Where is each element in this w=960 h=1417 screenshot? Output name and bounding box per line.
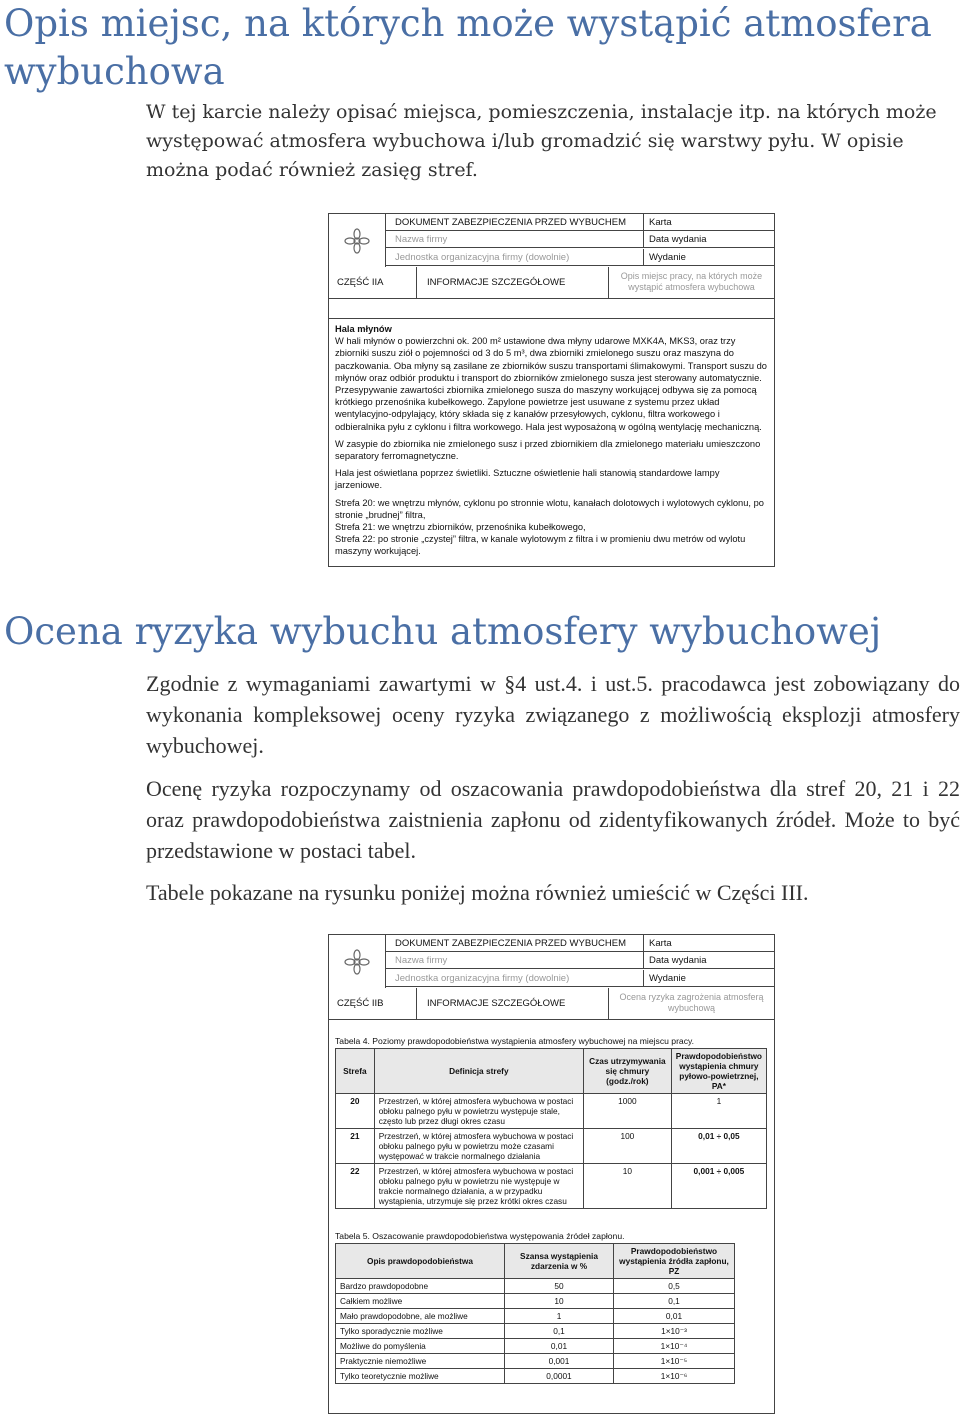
requirements-paragraph: Zgodnie z wymaganiami zawartymi w §4 ust.4. i ust.5. pracodawca jest zobowiązany do wykonania kompleksowej oceny ryzyka związanego z możliwością eksplozji atmosfery wybuchowej. <box>146 671 960 758</box>
probability-cell: 0,001 ÷ 0,005 <box>671 1164 766 1209</box>
table-4-caption: Tabela 4. Poziomy prawdopodobieństwa wystąpienia atmosfery wybuchowej na miejscu pracy. <box>335 1036 695 1046</box>
col-chance: Szansa wystąpienia zdarzenia w % <box>505 1244 614 1279</box>
section-title-risk: Ocena ryzyka wybuchu atmosfery wybuchowej <box>4 610 882 653</box>
org-unit: Jednostka organizacyjna firmy (dowolnie) <box>385 249 643 266</box>
card-body <box>329 319 774 566</box>
probability-cell: 0,1 <box>614 1294 735 1309</box>
col-zone-definition: Definicja strefy <box>374 1049 583 1094</box>
description-cell: Całkiem możliwe <box>336 1294 505 1309</box>
zone-22-note: Strefa 22: po stronie „czystej” filtra, w kanale wylotowym z filtra i w promieniu dwu metrów od wylotu maszyny workującej. <box>335 534 746 557</box>
table-4 <box>335 1048 767 1209</box>
probability-cell: 1×10⁻⁴ <box>614 1339 735 1354</box>
zone-cell: 20 <box>336 1094 375 1129</box>
org-unit: Jednostka organizacyjna firmy (dowolnie) <box>385 970 643 987</box>
tables-area <box>329 1020 774 1384</box>
info-label: INFORMACJE SZCZEGÓŁOWE <box>417 988 609 1020</box>
table-row <box>336 1164 767 1209</box>
table-row <box>336 1324 735 1339</box>
issue-date-label: Data wydania <box>643 952 774 969</box>
chance-cell: 10 <box>505 1294 614 1309</box>
flower-logo-icon <box>329 214 386 267</box>
chance-cell: 0,01 <box>505 1339 614 1354</box>
chance-cell: 0,1 <box>505 1324 614 1339</box>
card-subject <box>609 267 774 299</box>
chance-cell: 50 <box>505 1279 614 1294</box>
col-description: Opis prawdopodobieństwa <box>336 1244 505 1279</box>
document-card-part-2a <box>328 213 775 567</box>
duration-cell: 1000 <box>583 1094 671 1129</box>
probability-cell: 1×10⁻³ <box>614 1324 735 1339</box>
title-line-2: wybuchowa <box>4 50 225 93</box>
card-header <box>329 214 774 319</box>
description-cell: Praktycznie niemożliwe <box>336 1354 505 1369</box>
separator-note: W zasypie do zbiornika nie zmielonego susz i przed zbiornikiem dla zmielonego materiału umieszczono separatory ferromagnetyczne. <box>335 438 761 462</box>
description-cell: Możliwe do pomyślenia <box>336 1339 505 1354</box>
flower-logo-icon <box>329 935 386 988</box>
part-label: CZĘŚĆ IIA <box>329 267 417 299</box>
intro-paragraph: W tej karcie należy opisać miejsca, pomieszczenia, instalacje itp. na których może występować atmosfera wybuchowa i/lub gromadzić się warstwy pyłu. W opisie można podać również zasięg stref. <box>146 101 937 181</box>
card-header <box>329 935 774 1020</box>
card-subject-line-2: wybuchową <box>667 1003 716 1013</box>
company-name: Nazwa firmy <box>385 231 643 248</box>
lighting-note: Hala jest oświetlana poprzez świetliki. Sztuczne oświetlenie hali stanowią standardowe lampy jarzeniowe. <box>335 468 720 491</box>
section-title-places <box>4 0 932 96</box>
tables-note-paragraph: Tabele pokazane na rysunku poniżej można również umieścić w Części III. <box>146 880 809 905</box>
card-subject-line-1: Opis miejsc pracy, na których może <box>620 271 763 281</box>
card-subject-line-1: Ocena ryzyka zagrożenia atmosferą <box>619 992 764 1002</box>
probability-cell: 0,01 <box>614 1309 735 1324</box>
table-row <box>336 1369 735 1384</box>
karta-label: Karta <box>643 935 774 952</box>
doc-title: DOKUMENT ZABEZPIECZENIA PRZED WYBUCHEM <box>385 214 643 231</box>
doc-title: DOKUMENT ZABEZPIECZENIA PRZED WYBUCHEM <box>385 935 643 952</box>
card-subject <box>609 988 774 1020</box>
definition-cell: Przestrzeń, w której atmosfera wybuchowa w postaci obłoku palnego pyłu w powietrzu może czasami występować w trakcie normalnego działania <box>374 1129 583 1164</box>
zone-20-note: Strefa 20: we wnętrzu młynów, cyklonu po stronnie wlotu, kanałach dolotowych i wylotowych cyklonu, po stronie „brudnej” filtra, <box>335 497 764 520</box>
table-row <box>336 1294 735 1309</box>
duration-cell: 100 <box>583 1129 671 1164</box>
chance-cell: 1 <box>505 1309 614 1324</box>
zone-cell: 21 <box>336 1129 375 1164</box>
description-cell: Bardzo prawdopodobne <box>336 1279 505 1294</box>
definition-cell: Przestrzeń, w której atmosfera wybuchowa w postaci obłoku palnego pyłu w powietrzu występuje stale, często lub przez długi okres czasu <box>374 1094 583 1129</box>
card-subject-line-2: wystąpić atmosfera wybuchowa <box>628 282 755 292</box>
info-label: INFORMACJE SZCZEGÓŁOWE <box>417 267 609 299</box>
table-row <box>336 1279 735 1294</box>
zone-cell: 22 <box>336 1164 375 1209</box>
col-ignition-probability: Prawdopodobieństwo wystąpienia źródła zapłonu, PZ <box>614 1244 735 1279</box>
chance-cell: 0,0001 <box>505 1369 614 1384</box>
assessment-paragraph: Ocenę ryzyka rozpoczynamy od oszacowania prawdopodobieństwa dla stref 20, 21 i 22 oraz prawdopodobieństwa zaistnienia zapłonu od zidentyfikowanych źródeł. Może to być przedstawione w postaci tabel. <box>146 776 960 863</box>
hall-description: W hali młynów o powierzchni ok. 200 m² ustawione dwa młyny udarowe MXK4A, MKS3, oraz trzy zbiorniki suszu ziół o pojemności od 3 do 5 m³, dwa zbiorniki zmielonego suszu oraz maszyna do paczkowania. Oba młyny są zasilane ze zbiorników suszu transportami ślimakowymi. Transport suszu do młynów oraz odbiór produktu i transport do zbiorników zmielonego susza jest sterowany automatycznie. Przesypywanie zawartości zbiornika zmielonego susza do maszyny workującej odbywa się za pomocą krótkiego przenośnika kubełkowego. Zapylone powietrze jest usuwane z systemu przez układ wentylacyjno-odpylający, który składa się z kanałów przesyłowych, cyklonu, filtra workowego i odbieralnika pyłu z cyklonu i filtra workowego. Hala jest wyposażoną w ogólną wentylację mechaniczną. <box>335 336 767 432</box>
company-name: Nazwa firmy <box>385 952 643 969</box>
col-probability: Prawdopodobieństwo wystąpienia chmury pyłowo-powietrznej, PA* <box>671 1049 766 1094</box>
table-header-row <box>336 1244 735 1279</box>
probability-cell: 0,5 <box>614 1279 735 1294</box>
table-row <box>336 1339 735 1354</box>
probability-cell: 0,01 ÷ 0,05 <box>671 1129 766 1164</box>
table-5 <box>335 1243 735 1384</box>
description-cell: Tylko teoretycznie możliwe <box>336 1369 505 1384</box>
chance-cell: 0,001 <box>505 1354 614 1369</box>
table-row <box>336 1129 767 1164</box>
duration-cell: 10 <box>583 1164 671 1209</box>
edition-label: Wydanie <box>643 249 774 266</box>
title-line-1: Opis miejsc, na których może wystąpić atmosfera <box>4 2 932 45</box>
probability-cell: 1×10⁻⁵ <box>614 1354 735 1369</box>
description-cell: Tylko sporadycznie możliwe <box>336 1324 505 1339</box>
col-zone: Strefa <box>336 1049 375 1094</box>
col-duration: Czas utrzymywania się chmury (godz./rok) <box>583 1049 671 1094</box>
zone-21-note: Strefa 21: we wnętrzu zbiorników, przenośnika kubełkowego, <box>335 522 586 533</box>
issue-date-label: Data wydania <box>643 231 774 248</box>
edition-label: Wydanie <box>643 970 774 987</box>
karta-label: Karta <box>643 214 774 231</box>
table-5-caption: Tabela 5. Oszacowanie prawdopodobieństwa występowania źródeł zapłonu. <box>335 1231 625 1241</box>
definition-cell: Przestrzeń, w której atmosfera wybuchowa w postaci obłoku palnego pyłu w powietrzu nie występuje w trakcie normalnego działania, a w przypadku wystąpienia, utrzymuje się przez krótki okres czasu <box>374 1164 583 1209</box>
part-label: CZĘŚĆ IIB <box>329 988 417 1020</box>
description-cell: Mało prawdopodobne, ale możliwe <box>336 1309 505 1324</box>
document-card-part-2b <box>328 934 775 1414</box>
probability-cell: 1 <box>671 1094 766 1129</box>
hall-title: Hala młynów <box>335 324 392 334</box>
table-header-row <box>336 1049 767 1094</box>
table-row <box>336 1354 735 1369</box>
table-row <box>336 1094 767 1129</box>
table-row <box>336 1309 735 1324</box>
probability-cell: 1×10⁻⁶ <box>614 1369 735 1384</box>
